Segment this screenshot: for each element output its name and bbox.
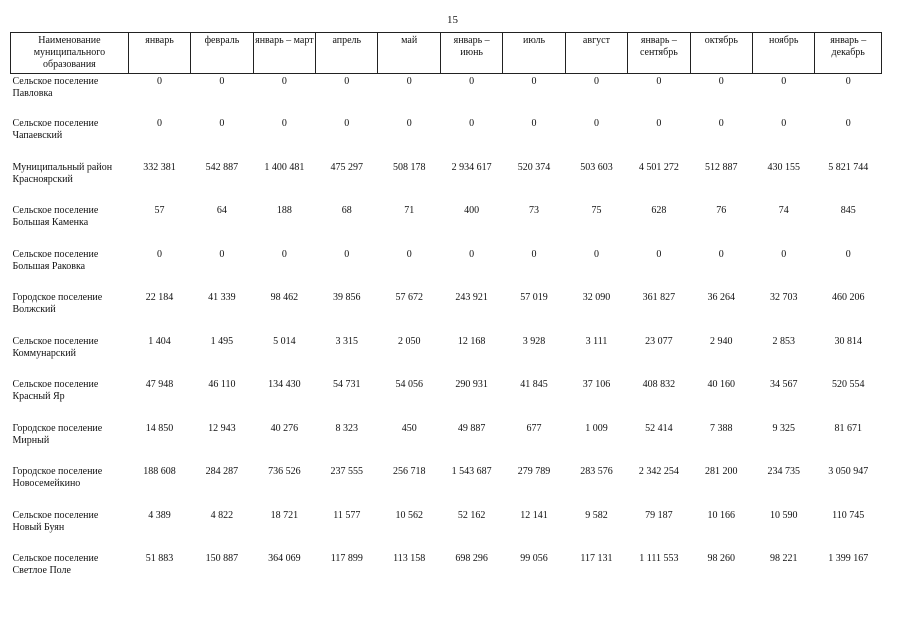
value-cell: 736 526	[268, 466, 301, 477]
table-row	[11, 203, 882, 247]
value-cell: 57 019	[520, 292, 548, 303]
municipality-name: Муниципальный район Красноярский	[12, 161, 113, 185]
column-header-january: январь	[128, 33, 190, 74]
value-cell: 12 168	[457, 335, 486, 347]
value-cell: 408 832	[642, 379, 676, 390]
value-cell: 3 111	[585, 335, 608, 347]
value-cell: 628	[651, 205, 667, 216]
value-cell: 677	[526, 422, 542, 434]
value-cell: 2 934 617	[451, 161, 492, 173]
value-cell: 39 856	[333, 292, 361, 303]
value-cell: 0	[781, 248, 787, 260]
value-cell: 73	[529, 205, 540, 216]
value-cell: 0	[718, 248, 724, 260]
value-cell: 0	[281, 118, 287, 129]
value-cell: 0	[718, 118, 724, 129]
table-row	[11, 74, 882, 117]
value-cell: 22 184	[145, 292, 174, 303]
value-cell: 430 155	[767, 161, 800, 173]
municipality-name: Городское поселение Волжский	[12, 292, 103, 315]
value-cell: 76	[716, 205, 727, 216]
value-cell: 98 260	[707, 553, 736, 564]
value-cell: 0	[593, 118, 599, 129]
value-cell: 845	[840, 205, 856, 216]
column-header-october: октябрь	[690, 33, 752, 74]
value-cell: 99 056	[520, 553, 548, 564]
value-cell: 8 323	[335, 422, 359, 434]
value-cell: 11 577	[333, 509, 361, 521]
column-header-jan-jun: январь – июнь	[440, 33, 502, 74]
table-row	[11, 116, 882, 160]
value-cell: 47 948	[145, 379, 174, 390]
value-cell: 117 899	[330, 553, 363, 564]
value-cell: 508 178	[392, 161, 426, 173]
value-cell: 79 187	[645, 509, 673, 521]
value-cell: 0	[344, 118, 350, 129]
value-cell: 698 296	[455, 553, 488, 564]
municipality-name: Сельское поселение Чапаевский	[12, 118, 99, 141]
value-cell: 9 325	[772, 422, 795, 434]
table-row	[11, 551, 882, 595]
value-cell: 18 721	[270, 509, 299, 521]
value-cell: 0	[219, 118, 225, 129]
value-cell: 134 430	[268, 379, 301, 390]
value-cell: 57 672	[395, 292, 423, 303]
value-cell: 1 009	[585, 422, 608, 434]
municipality-name: Сельское поселение Новый Буян	[12, 509, 99, 533]
column-header-february: февраль	[191, 33, 253, 74]
value-cell: 57	[154, 205, 165, 216]
value-cell: 9 582	[585, 509, 608, 521]
value-cell: 1 404	[148, 335, 171, 347]
value-cell: 0	[469, 118, 475, 129]
value-cell: 0	[531, 118, 537, 129]
table-row	[11, 247, 882, 291]
value-cell: 0	[781, 118, 787, 129]
value-cell: 503 603	[580, 161, 613, 173]
value-cell: 1 111 553	[639, 553, 679, 564]
value-cell: 237 555	[330, 466, 364, 477]
value-cell: 10 590	[769, 509, 798, 521]
value-cell: 0	[157, 248, 162, 260]
value-cell: 113 158	[393, 553, 426, 564]
value-cell: 256 718	[392, 466, 426, 477]
value-cell: 0	[157, 118, 162, 129]
municipality-name: Городское поселение Новосемейкино	[12, 466, 103, 489]
value-cell: 450	[401, 422, 417, 434]
value-cell: 68	[341, 205, 352, 216]
value-cell: 0	[219, 76, 225, 87]
value-cell: 52 162	[457, 509, 486, 521]
table-row	[11, 160, 882, 204]
value-cell: 1 399 167	[828, 553, 869, 564]
value-cell: 2 940	[710, 335, 733, 347]
page-number: 15	[447, 14, 458, 26]
value-cell: 51 883	[145, 553, 174, 564]
value-cell: 0	[469, 76, 475, 87]
value-cell: 37 106	[582, 379, 611, 390]
value-cell: 4 822	[210, 509, 234, 521]
value-cell: 4 389	[148, 509, 171, 521]
value-cell: 98 221	[769, 553, 798, 564]
municipality-name: Сельское поселение Красный Яр	[12, 379, 99, 402]
value-cell: 81 671	[834, 422, 862, 434]
value-cell: 0	[656, 248, 662, 260]
value-cell: 0	[406, 76, 412, 87]
value-cell: 0	[157, 76, 162, 87]
value-cell: 0	[845, 76, 851, 87]
value-cell: 54 731	[333, 379, 361, 390]
value-cell: 400	[464, 205, 480, 216]
value-cell: 0	[656, 118, 662, 129]
value-cell: 75	[591, 205, 602, 216]
value-cell: 23 077	[645, 335, 673, 347]
value-cell: 460 206	[831, 292, 865, 303]
value-cell: 3 315	[335, 335, 359, 347]
value-cell: 110 745	[832, 509, 865, 521]
value-cell: 0	[344, 248, 350, 260]
value-cell: 284 287	[205, 466, 239, 477]
value-cell: 0	[469, 248, 475, 260]
municipality-name: Сельское поселение Коммунарский	[12, 335, 99, 359]
table-row	[11, 464, 882, 508]
value-cell: 283 576	[580, 466, 613, 477]
column-header-july: июль	[503, 33, 565, 74]
municipality-name: Сельское поселение Большая Каменка	[12, 205, 99, 228]
value-cell: 512 887	[705, 161, 738, 173]
value-cell: 117 131	[580, 553, 613, 564]
value-cell: 0	[406, 248, 412, 260]
value-cell: 279 789	[517, 466, 551, 477]
value-cell: 5 821 744	[828, 161, 869, 173]
table-row	[11, 421, 882, 465]
value-cell: 0	[344, 76, 350, 87]
value-cell: 34 567	[769, 379, 798, 390]
value-cell: 2 050	[397, 335, 421, 347]
value-cell: 40 276	[270, 422, 299, 434]
value-cell: 46 110	[208, 379, 236, 390]
value-cell: 10 166	[707, 509, 736, 521]
value-cell: 54 056	[395, 379, 423, 390]
value-cell: 30 814	[834, 335, 862, 347]
table-row	[11, 508, 882, 552]
table-body	[11, 74, 882, 595]
municipality-name: Сельское поселение Большая Раковка	[12, 248, 99, 272]
value-cell: 0	[531, 76, 537, 87]
column-header-jan-mar: январь – март	[253, 33, 315, 74]
municipality-name: Городское поселение Мирный	[12, 422, 103, 446]
value-cell: 12 943	[208, 422, 236, 434]
value-cell: 64	[216, 205, 227, 216]
column-header-august: август	[565, 33, 627, 74]
value-cell: 243 921	[455, 292, 488, 303]
value-cell: 3 928	[522, 335, 546, 347]
column-header-april: апрель	[316, 33, 378, 74]
table-row	[11, 290, 882, 334]
value-cell: 0	[593, 76, 599, 87]
value-cell: 40 160	[707, 379, 736, 390]
value-cell: 0	[281, 76, 287, 87]
value-cell: 520 554	[831, 379, 865, 390]
value-cell: 281 200	[705, 466, 738, 477]
value-cell: 7 388	[710, 422, 733, 434]
value-cell: 0	[718, 76, 724, 87]
value-cell: 0	[845, 248, 851, 260]
column-header-jan-dec: январь – декабрь	[815, 33, 882, 74]
value-cell: 0	[219, 248, 225, 260]
value-cell: 0	[781, 76, 787, 87]
value-cell: 14 850	[145, 422, 174, 434]
value-cell: 10 562	[395, 509, 423, 521]
value-cell: 12 141	[520, 509, 548, 521]
value-cell: 71	[404, 205, 415, 216]
value-cell: 36 264	[707, 292, 736, 303]
value-cell: 364 069	[268, 553, 301, 564]
value-cell: 49 887	[457, 422, 486, 434]
municipal-data-table	[10, 32, 882, 595]
value-cell: 32 090	[582, 292, 611, 303]
value-cell: 188	[276, 205, 292, 216]
value-cell: 0	[845, 118, 851, 129]
header-row	[11, 33, 882, 74]
value-cell: 290 931	[455, 379, 488, 390]
column-header-name: Наименование муниципального образования	[11, 33, 129, 74]
value-cell: 5 014	[273, 335, 296, 347]
value-cell: 32 703	[769, 292, 798, 303]
value-cell: 475 297	[330, 161, 364, 173]
table-row	[11, 334, 882, 378]
value-cell: 52 414	[645, 422, 673, 434]
value-cell: 520 374	[517, 161, 551, 173]
municipality-name: Сельское поселение Павловка	[12, 76, 99, 99]
value-cell: 361 827	[642, 292, 676, 303]
value-cell: 150 887	[205, 553, 239, 564]
value-cell: 234 735	[767, 466, 800, 477]
value-cell: 0	[531, 248, 537, 260]
column-header-jan-sep: январь – сентябрь	[628, 33, 690, 74]
value-cell: 1 400 481	[264, 161, 305, 173]
column-header-november: ноябрь	[753, 33, 815, 74]
value-cell: 188 608	[143, 466, 176, 477]
value-cell: 2 342 254	[638, 466, 679, 477]
value-cell: 41 845	[520, 379, 548, 390]
value-cell: 3 050 947	[828, 466, 869, 477]
value-cell: 1 495	[210, 335, 234, 347]
value-cell: 0	[406, 118, 412, 129]
table-row	[11, 377, 882, 421]
value-cell: 0	[656, 76, 662, 87]
value-cell: 1 543 687	[451, 466, 492, 477]
municipality-name: Сельское поселение Светлое Поле	[12, 553, 99, 576]
value-cell: 332 381	[143, 161, 176, 173]
value-cell: 98 462	[270, 292, 299, 303]
value-cell: 2 853	[772, 335, 795, 347]
value-cell: 74	[778, 205, 789, 216]
column-header-may: май	[378, 33, 440, 74]
value-cell: 4 501 272	[638, 161, 679, 173]
value-cell: 542 887	[205, 161, 239, 173]
value-cell: 41 339	[208, 292, 236, 303]
value-cell: 0	[281, 248, 287, 260]
value-cell: 0	[593, 248, 599, 260]
